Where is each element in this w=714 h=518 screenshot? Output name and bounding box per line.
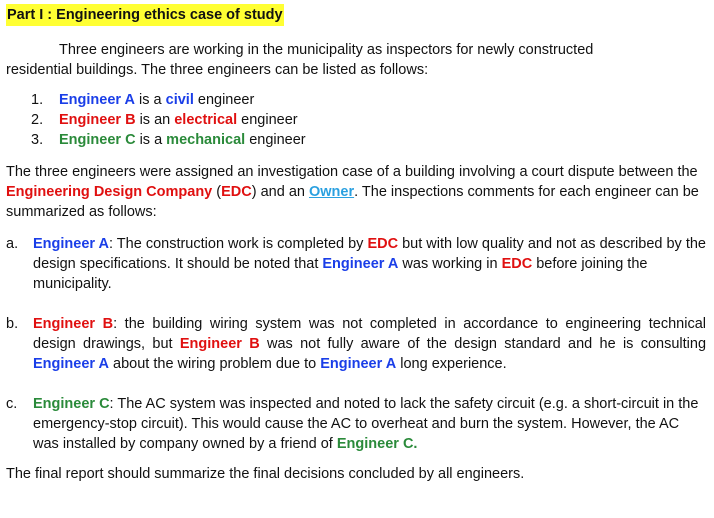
item-body: [33, 234, 706, 294]
engineer-name: Engineer C: [33, 396, 110, 412]
company-abbr: EDC: [367, 236, 399, 252]
engineer-name: Engineer A: [33, 356, 110, 372]
text: engineer: [245, 132, 306, 148]
engineer-name: Engineer C.: [336, 436, 418, 452]
item-body: [33, 314, 706, 374]
text: but with low quality and not as described by the design specifications. It should be noted that: [33, 236, 706, 272]
engineer-name: Engineer A: [33, 236, 110, 252]
company-abbr: EDC: [501, 256, 533, 272]
engineer-name: Engineer A: [320, 356, 397, 372]
engineer-name: Engineer B: [33, 316, 114, 332]
section-title: Part I : Engineering ethics case of study: [6, 4, 284, 26]
comment-item-a: [6, 234, 706, 294]
owner-link[interactable]: Owner: [308, 184, 355, 200]
case-paragraph: [6, 162, 706, 222]
engineer-name: Engineer B: [59, 112, 136, 128]
text: (: [212, 184, 222, 200]
company-abbr: EDC: [221, 184, 252, 200]
intro-paragraph: [6, 40, 706, 80]
engineer-name: Engineer C: [59, 132, 136, 148]
text: : the building wiring system was not completed in accordance to engineering technical design drawings, but: [33, 316, 706, 352]
text: The three engineers were assigned an investigation case of a building involving a court dispute between the: [6, 164, 698, 180]
engineer-name: Engineer A: [322, 256, 399, 272]
engineer-list: [6, 90, 706, 150]
comment-item-c: [6, 394, 706, 454]
comment-item-b: [6, 314, 706, 374]
item-letter: c.: [6, 396, 18, 412]
text: . The inspections comments for each engineer can be summarized as follows:: [6, 184, 699, 220]
list-number: 1.: [31, 92, 44, 108]
list-item: [6, 130, 706, 150]
text: was not fully aware of the design standard and he is consulting: [259, 336, 707, 352]
text: is a: [135, 92, 166, 108]
text: is a: [135, 132, 167, 148]
text: about the wiring problem due to: [109, 356, 321, 372]
item-body: [33, 394, 706, 454]
document: [6, 4, 706, 484]
text: is an: [135, 112, 175, 128]
list-number: 3.: [31, 132, 44, 148]
list-number: 2.: [31, 112, 44, 128]
engineer-field: mechanical: [166, 132, 246, 148]
text: engineer: [237, 112, 298, 128]
text: long experience.: [396, 356, 507, 372]
list-item: [6, 90, 706, 110]
intro-line-2: residential buildings. The three engineers can be listed as follows:: [6, 62, 429, 78]
engineer-field: electrical: [174, 112, 238, 128]
final-paragraph: The final report should summarize the final decisions concluded by all engineers.: [6, 466, 525, 482]
text: : The construction work is completed by: [109, 236, 368, 252]
engineer-field: civil: [165, 92, 194, 108]
item-letter: a.: [6, 236, 19, 252]
engineer-name: Engineer B: [179, 336, 260, 352]
text: ) and an: [251, 184, 309, 200]
intro-line-1: Three engineers are working in the municipality as inspectors for newly constructed: [59, 42, 594, 58]
text: was working in: [398, 256, 502, 272]
engineer-name: Engineer A: [59, 92, 136, 108]
text: engineer: [193, 92, 255, 108]
text: : The AC system was inspected and noted to lack the safety circuit (e.g. a short-circuit in the emergency-stop circuit). This would cause the AC to overheat and burn the system. However, the AC was installed by company owned by a friend of: [33, 396, 699, 452]
item-letter: b.: [6, 316, 19, 332]
text: before joining the municipality.: [33, 256, 648, 292]
list-item: [6, 110, 706, 130]
company-name: Engineering Design Company: [6, 184, 213, 200]
